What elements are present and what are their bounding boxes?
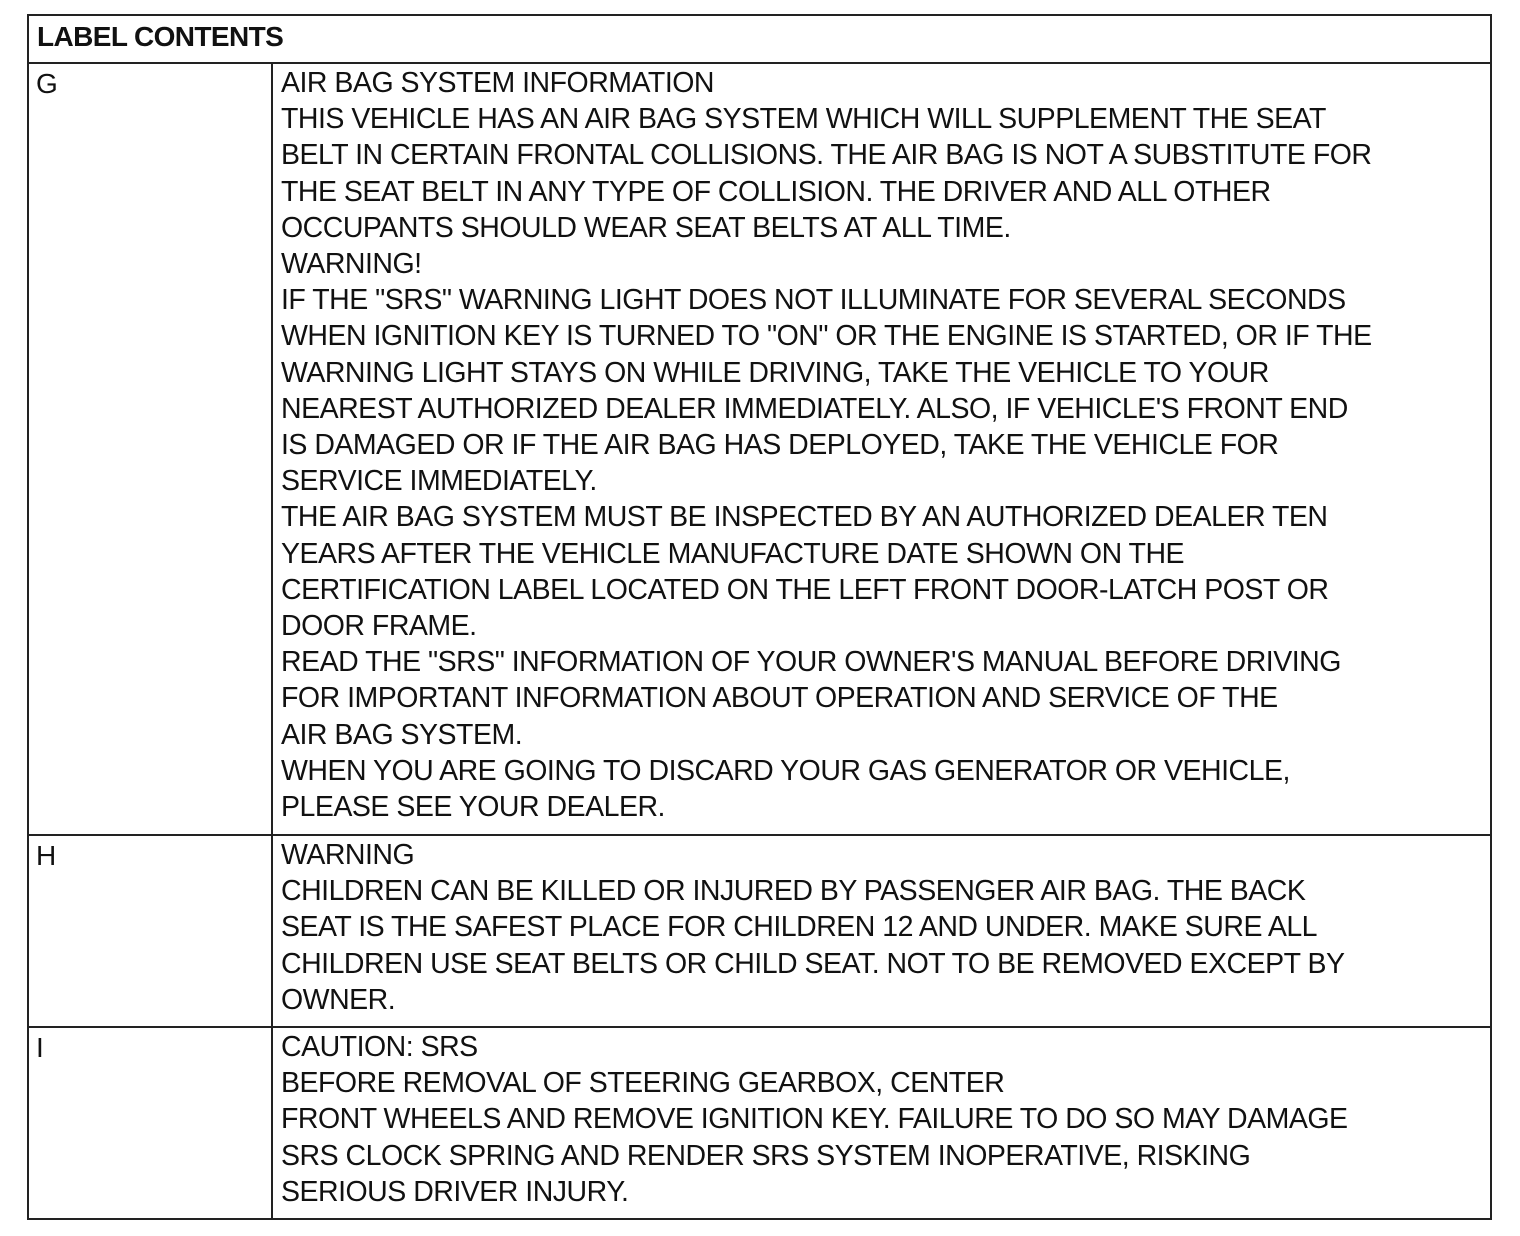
row-content: CAUTION: SRS BEFORE REMOVAL OF STEERING GEARBOX, CENTER FRONT WHEELS AND REMOVE IGNITION KEY. FAILURE TO DO SO MAY DAMAGE SRS CLOCK SPRING AND RENDER SRS SYSTEM INOPERATIVE, RISKING SERIOUS DRIVER INJURY. (281, 1031, 1348, 1208)
table-row (29, 64, 1490, 836)
row-key: H (29, 836, 273, 1026)
label-contents-table (27, 14, 1492, 1220)
table-header: LABEL CONTENTS (29, 16, 1490, 64)
row-key: G (29, 64, 273, 834)
row-key: I (29, 1028, 273, 1218)
table-row (29, 1028, 1490, 1218)
table-row (29, 836, 1490, 1028)
row-content: WARNING CHILDREN CAN BE KILLED OR INJURED BY PASSENGER AIR BAG. THE BACK SEAT IS THE SAFEST PLACE FOR CHILDREN 12 AND UNDER. MAKE SURE ALL CHILDREN USE SEAT BELTS OR CHILD SEAT. NOT TO BE REMOVED EXCEPT BY OWNER. (281, 839, 1345, 1016)
row-content: AIR BAG SYSTEM INFORMATION THIS VEHICLE HAS AN AIR BAG SYSTEM WHICH WILL SUPPLEMENT THE SEAT BELT IN CERTAIN FRONTAL COLLISIONS. THE AIR BAG IS NOT A SUBSTITUTE FOR THE SEAT BELT IN ANY TYPE OF COLLISION. THE DRIVER AND ALL OTHER OCCUPANTS SHOULD WEAR SEAT BELTS AT ALL TIME. WARNING! IF THE "SRS" WARNING LIGHT DOES NOT ILLUMINATE FOR SEVERAL SECONDS WHEN IGNITION KEY IS TURNED TO "ON" OR THE ENGINE IS STARTED, OR IF THE WARNING LIGHT STAYS ON WHILE DRIVING, TAKE THE VEHICLE TO YOUR NEAREST AUTHORIZED DEALER IMMEDIATELY. ALSO, IF VEHICLE'S FRONT END IS DAMAGED OR IF THE AIR BAG HAS DEPLOYED, TAKE THE VEHICLE FOR SERVICE IMMEDIATELY. THE AIR BAG SYSTEM MUST BE INSPECTED BY AN AUTHORIZED DEALER TEN YEARS AFTER THE VEHICLE MANUFACTURE DATE SHOWN ON THE CERTIFICATION LABEL LOCATED ON THE LEFT FRONT DOOR-LATCH POST OR DOOR FRAME. READ THE "SRS" INFORMATION OF YOUR OWNER'S MANUAL BEFORE DRIVING FOR IMPORTANT INFORMATION ABOUT OPERATION AND SERVICE OF THE AIR BAG SYSTEM. WHEN YOU ARE GOING TO DISCARD YOUR GAS GENERATOR OR VEHICLE, PLEASE SEE YOUR DEALER. (281, 67, 1372, 824)
